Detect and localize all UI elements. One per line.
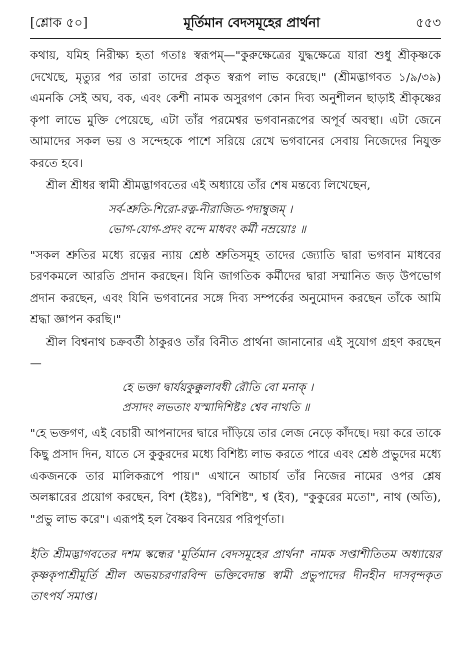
translation-paragraph-1: "সকল শ্রুতির মধ্যে রত্নের ন্যায় শ্রেষ্ঠ শ্রুতিসমূহ তাদের জ্যোতি দ্বারা ভগবান মাধবের চরণকমলে আরতি প্রদান করছেন। যিনি জাগতিক কর্মীদের দ্বারা সম্মানিত জড় উপভোগ প্রদান করছেন, এবং যিনি ভগবানের সঙ্গে দিব্য সম্পর্কের অনুমোদন করছেন তাঁকে আমি শ্রদ্ধা জ্ঞাপন করছি।" xyxy=(30,247,441,326)
chapter-colophon: ইতি শ্রীমদ্ভাগবতের দশম স্কন্ধের 'মূর্তিমান বেদসমূহের প্রার্থনা' নামক সপ্তাশীতিতম অধ্যায়ের কৃষ্ণকৃপাশ্রীমূর্তি শ্রীল অভয়চরণারবিন্দ ভক্তিবেদান্ত স্বামী প্রভুপাদের দীনহীন দাসবৃন্দকৃত তাৎপর্য সমাপ্ত। xyxy=(30,547,441,603)
page-number: ৫৫৩ xyxy=(415,16,441,31)
verse-line: প্রসাদং লভতাং যস্মাদিশিষ্টঃ শ্বেব নাথতি ॥ xyxy=(122,399,310,414)
verse-visvanatha xyxy=(122,377,441,417)
purport-paragraph-1: কথায়, যমিহ নিরীক্ষ্য হতা গতাঃ স্বরূপম্—"কুরুক্ষেত্রের যুদ্ধক্ষেত্রে যারা শুধু শ্রীকৃষ্ণকে দেখেছে, মৃত্যুর পর তারা তাদের প্রকৃত স্বরূপ লাভ করেছে।" (শ্রীমদ্ভাগবত ১/৯/৩৯) এমনকি সেই অঘ, বক, এবং কেশী নামক অসুরগণ কোন দিব্য অনুশীলন ছাড়াই শ্রীকৃষ্ণের কৃপা লাভে মুক্তি পেয়েছে, এটা তাঁর পরমেশ্বর ভগবানরূপের অপূর্ব অবস্থা। এটা জেনে আমাদের সকল ভয় ও সন্দেহকে পাশে সরিয়ে রেখে ভগবানের সেবায় নিজেদের নিযুক্ত করতে হবে। xyxy=(30,48,441,170)
header-verse-ref: [শ্লোক ৫০] xyxy=(30,16,88,31)
verse-sridhara xyxy=(108,199,441,239)
purport-paragraph-3: শ্রীল বিশ্বনাথ চক্রবর্তী ঠাকুরও তাঁর বিনীত প্রার্থনা জানানোর এই সুযোগ গ্রহণ করছেন— xyxy=(30,334,441,370)
verse-line: ভোগ-যোগ-প্রদং বন্দে মাধবং কর্মী নম্রয়োঃ ॥ xyxy=(108,221,306,236)
purport-paragraph-2: শ্রীল শ্রীধর স্বামী শ্রীমদ্ভাগবতের এই অধ্যায়ে তাঁর শেষ মন্তব্যে লিখেছেন, xyxy=(46,178,371,192)
running-header xyxy=(30,14,441,39)
verse-line: হে ভক্তা দ্বার্যয়কুক্কুলাবধী রৌতি বো মনাক্ । xyxy=(122,379,314,394)
translation-paragraph-2: "হে ভক্তগণ, এই বেচারী আপনাদের দ্বারে দাঁড়িয়ে তার লেজ নেড়ে কাঁদছে। দয়া করে তাকে কিছু প্রসাদ দিন, যাতে সে কুকুরদের মধ্যে বিশিষ্ট্য লাভ করতে পারে এবং শ্রেষ্ঠ প্রভুদের মধ্যে একজনকে তার মালিকরূপে পায়।" এখানে আচার্য তাঁর নিজের নামের ওপর শ্লেষ অলঙ্কারের প্রয়োগ করছেন, বিশ (ইষ্টঃ), "বিশিষ্ট", শ্ব (ইব), "কুকুরের মতো", নাথ (অতি), "প্রভু লাভ করে"। এরূপই হল বৈষ্ণব বিনয়ের পরিপূর্ণতা। xyxy=(30,425,441,526)
verse-line: সর্ব-শ্রুতি-শিরো-রত্ন-নীরাজিত-পদাম্বুজম্ । xyxy=(108,201,293,216)
header-chapter-title: মূর্তিমান বেদসমূহের প্রার্থনা xyxy=(183,16,320,31)
